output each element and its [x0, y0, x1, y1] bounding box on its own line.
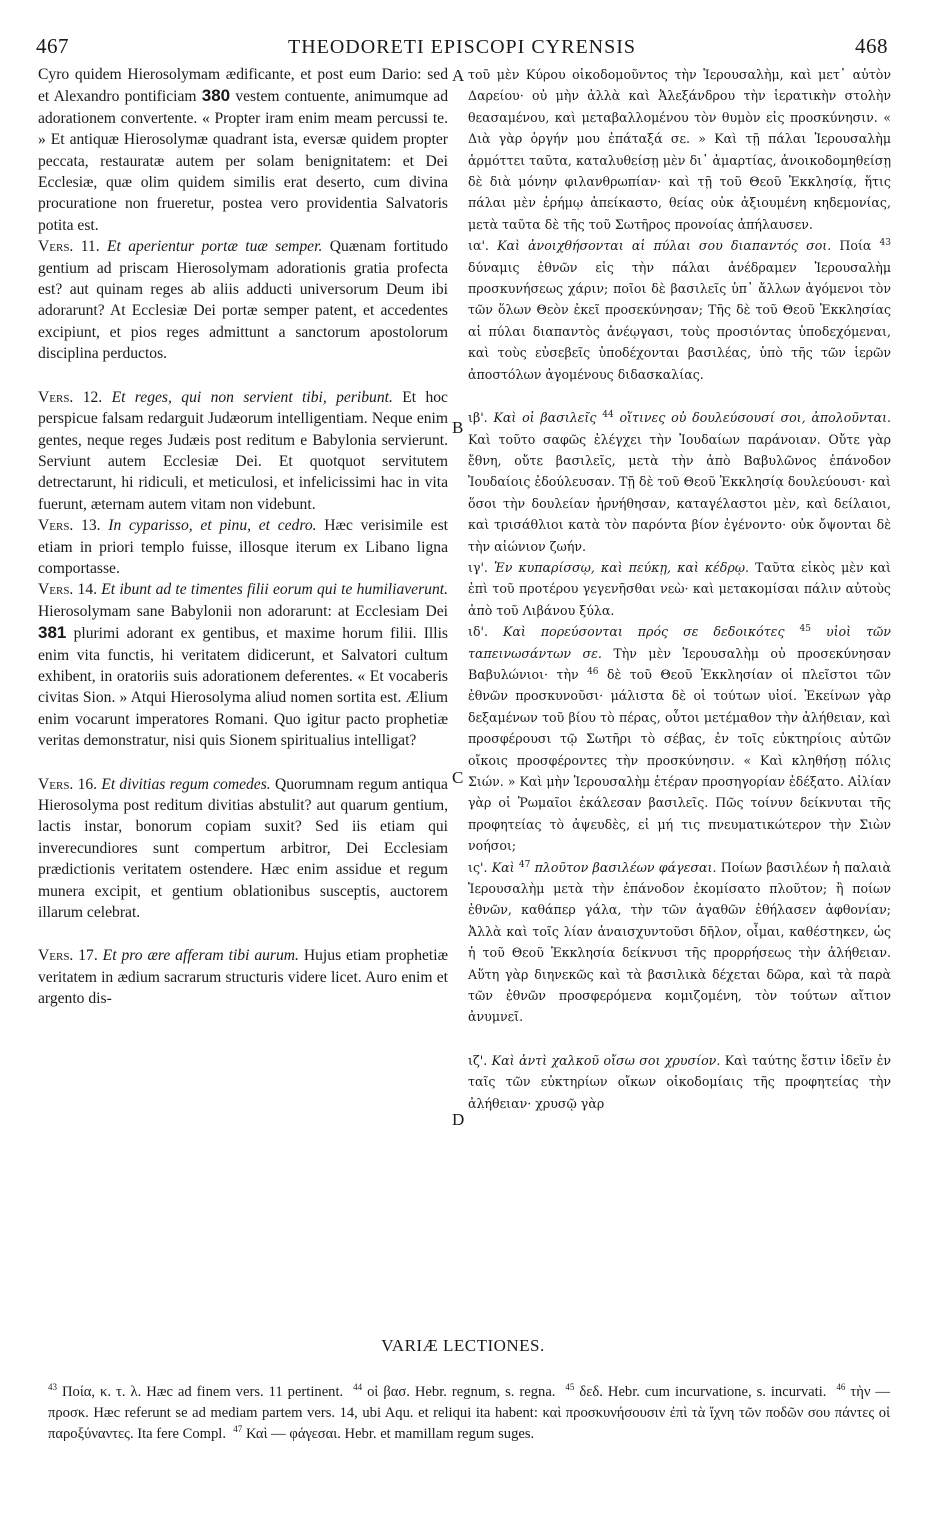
latin-verse-12: Vers. 12. Et reges, qui non servient tibi, peribunt. Et hoc perspicue falsam redarguit Judæorum intelligentiam. Neque enim gentes, neque reges Judæis post reditum e Babylonia servierunt. Serviunt autem Ecclesiæ Dei. Et quotquot servitutem detrectarunt, hi ridiculi, et meticulosi, et infelicissimi hac in vita fuerunt, æternam autem vitam non videbunt. [38, 388, 448, 513]
latin-verse-13: Vers. 13. In cyparisso, et pinu, et cedro. Hæc verisimile est etiam in priori templo fuisse, illosque iterum ex Libano ligna comportasse. [38, 517, 448, 577]
latin-verse-17: Vers. 17. Et pro ære afferam tibi aurum. Hujus etiam prophetiæ veritatem in ædium sacrarum structuris videre licet. Auro enim et argento dis- [38, 947, 448, 1008]
greek-verse-11: ια'. Καὶ ἀνοιχθήσονται αἱ πύλαι σου διαπαντός σοι. Ποία $^{43}$ δύναμις ἐθνῶν εἰς τὴν πάλαι ἀνέδραμεν Ἱερουσαλὴμ προσκυνήσεως χάριν; ποῖοι δὲ βασιλεῖς ὑπ᾽ ἄλλων ἀγόμενοι τὸν τῶν ὅλων Θεὸν ἐκεῖ προσεκύνησαν; Τῆς δὲ τοῦ Θεοῦ Ἐκκλησίας αἱ πύλαι διαπαντὸς ἀνέῳγασι, τοὺς προσιόντας ὑποδεχόμεναι, καὶ τοὺς εὐσεβεῖς ὑποδέχονται βασιλέας, ὑπὸ τῆς τῶν ἱερῶν ἀποστόλων ἀγομένους διδασκαλίας. [468, 238, 891, 382]
column-number-380: 380 [201, 86, 231, 106]
greek-verse-16: ις'. Καὶ $^{47}$ πλοῦτον βασιλέων φάγεσαι. Ποίων βασιλέων ἡ παλαιὰ Ἱερουσαλὴμ μετὰ τὴν ἐπάνοδον ἐκομίσατο πλοῦτον; ἢ ποίων ἐθνῶν, καθάπερ γάλα, τὴν τῶν ἀγαθῶν ἐθήλασεν ἀφθονίαν; Ἀλλὰ καὶ τοῖς λίαν ἀναισχυντοῦσι δῆλον, οἶμαι, καθέστηκεν, ὡς ἡ τοῦ Θεοῦ Ἐκκλησία δείκνυσι τῆς προρρήσεως τὴν ἀλήθειαν. Αὕτη γὰρ διηνεκῶς καὶ τὰ βασιλικὰ δέχεται δῶρα, καὶ τὰ παρὰ τῶν ἐθνῶν προσφερόμενα κομιζομένη, τὸν τούτων αἴτιον ἀνυμνεῖ. [468, 859, 891, 1025]
note-47: Καὶ — φάγεσαι. Hebr. et mamillam regum suges. [245, 1426, 535, 1442]
note-43: Ποία, κ. τ. λ. Hæc ad finem vers. 11 pertinent. [61, 1384, 344, 1400]
margin-letter-a: A [452, 66, 465, 85]
latin-verse-11: Vers. 11. Et aperientur portæ tuæ semper. Quænam fortitudo gentium ad priscam Hierosolymam adorationis gratia profecta est? aut quinam reges ab aliis adducti universorum Deum ibi adorarunt? At Ecclesiæ Dei portæ semper patent, et accedentes excipiunt, et pios reges admittunt a sanctorum apostolorum disciplina perductos. [38, 238, 449, 363]
footnote-ref-45: 45 [799, 623, 811, 634]
page-number-left: 467 [36, 34, 69, 58]
variae-lectiones-heading: VARIÆ LECTIONES. [381, 1336, 545, 1355]
margin-letter-b: B [452, 418, 464, 437]
greek-paragraph: τοῦ μὲν Κύρου οἰκοδομοῦντος τὴν Ἱερουσαλὴμ, καὶ μετ᾽ αὐτὸν Δαρείου· οὐ μὴν ἀλλὰ καὶ Ἀλεξάνδρου τὴν ἱερατικὴν στολὴν θεασαμένου, καὶ μεταβαλλομένου τὸν θυμὸν εἰς προσκύνησιν. « Διὰ γὰρ ὀργήν μου ἐπάταξά σε. » Καὶ τῇ πάλαι Ἱερουσαλὴμ ἁρμόττει ταῦτα, καταλυθείσῃ μὲν δι᾽ ἁμαρτίας, ἀνοικοδομηθείσῃ δὲ διὰ μόνην φιλανθρωπίαν· καὶ τῇ τοῦ Θεοῦ Ἐκκλησίᾳ, ἥτις πάλαι μὲν ἐρήμῳ ἀπείκαστο, θείας οὐκ ἀξιουμένη κηδεμονίας, μετὰ ταῦτα δὲ τῆς τοῦ Σωτῆρος προνοίας ἀπήλαυσεν. [468, 67, 891, 232]
variant-notes-paragraph [48, 1382, 890, 1445]
running-header [36, 34, 888, 60]
note-number-45: 45 [565, 1382, 575, 1393]
margin-letter-d: D [452, 1110, 465, 1129]
note-number-44: 44 [353, 1382, 363, 1393]
variant-readings [48, 1382, 890, 1445]
note-number-43: 43 [48, 1382, 57, 1393]
latin-paragraph: Cyro quidem Hierosolymam ædificante, et post eum Dario: sed et Alexandro pontificiam 380 vestem contuente, animumque ad adorationem convertente. « Propter iram enim meam percussi te. » Et antiquæ Hierosolymæ quadrant ista, eversæ quidem propter peccata, restauratæ autem per solam benignitatem: et Dei Ecclesiæ, quæ olim quidem similis erat deserto, cum divina procuratione non frueretur, postea vero providentia Salvatoris potita est. [38, 66, 448, 234]
latin-column [38, 64, 448, 1010]
page-number-right: 468 [855, 34, 888, 58]
footnote-ref-44: 44 [602, 409, 614, 420]
greek-column [468, 64, 891, 1114]
footnote-ref-43: 43 [879, 238, 891, 249]
greek-verse-12: ιβ'. Καὶ οἱ βασιλεῖς $^{44}$ οἵτινες οὐ δουλεύσουσί σοι, ἀπολοῦνται. Καὶ τοῦτο σαφῶς ἐλέγχει τὴν Ἰουδαίων παράνοιαν. Οὔτε γὰρ ἔθνη, οὔτε βασιλεῖς, μετὰ τὴν ἀπὸ Βαβυλῶνος ἐπάνοδον Ἰουδαίοις ἐδούλευσαν. Τῇ δὲ τοῦ Θεοῦ Ἐκκλησίᾳ δουλεύουσι· καὶ ὅσοι τὴν δουλείαν ἠρνήθησαν, καταγέλαστοι μὲν, καὶ δείλαιοι, καὶ τρισάθλιοι κατὰ τὸν παρόντα βίον ἐγένοντο· οὐκ ὄψονται δὲ τὴν αἰώνιον ζωήν. [468, 409, 892, 554]
footnote-ref-46: 46 [587, 666, 599, 677]
latin-verse-16: Vers. 16. Et divitias regum comedes. Quorumnam regum antiqua Hierosolyma post reditum divitias abstulit? aut quarum gentium, lactis instar, bonorum copiam suxit? Sed iis etiam qui inverecundiores sunt compertum arbitror, Dei Ecclesiam prædictionis veritatem ostendere. Hæc enim assidue et regum munera excipit, et gentium oblationibus susceptis, auctorem illarum celebrat. [38, 775, 448, 922]
margin-letter-c: C [452, 768, 464, 787]
latin-verse-14: Vers. 14. Et ibunt ad te timentes filii eorum qui te humiliaverunt. Hierosolymam sane Babylonii non adorarunt: at Ecclesiam Dei 381 plurimi adorant ex gentibus, et maxime horum filii. Illis enim vita functis, hi veritatem didicerunt, et Salvatori cultum exhibent, in oratoriis suis adorationem deferentes. « Et vocaberis civitas Sion. » Atqui Hierosolyma aliud nomen sortita est. Ælium enim vocarunt imperatores Romani. Quo igitur pacto prophetiæ veritas demonstratur, nisi quis Sionem spiritualius intelligat? [38, 581, 448, 750]
greek-verse-13: ιγ'. Ἐν κυπαρίσσῳ, καὶ πεύκῃ, καὶ κέδρῳ. Ταῦτα εἰκὸς μὲν καὶ ἐπὶ τοῦ προτέρου γεγενῆσθαι νεὼ· καὶ μετακομίσαι πάλιν αὐτοὺς ἀπὸ τοῦ Λιβάνου ξύλα. [468, 559, 891, 618]
running-title: THEODORETI EPISCOPI CYRENSIS [287, 36, 637, 58]
note-number-47: 47 [233, 1424, 243, 1435]
note-44: οἱ βασ. Hebr. regnum, s. regna. [367, 1384, 556, 1400]
greek-verse-17: ιζ'. Καὶ ἀντὶ χαλκοῦ οἴσω σοι χρυσίον. Καὶ ταύτης ἔστιν ἰδεῖν ἐν ταῖς τῶν εὐκτηρίων οἴκων οἰκοδομίαις τῆς προφητείας τὴν ἀλήθειαν· χρυσῷ γὰρ [468, 1052, 891, 1111]
note-number-46: 46 [836, 1382, 846, 1393]
column-number-381: 381 [38, 623, 67, 643]
greek-verse-14: ιδ'. Καὶ πορεύσονται πρός σε δεδοικότες $^{45}$ υἱοὶ τῶν ταπεινωσάντων σε. Τὴν μὲν Ἱερουσαλὴμ οὐ προσεκύνησαν Βαβυλώνιοι· τὴν $^{46}$ δὲ τοῦ Θεοῦ Ἐκκλησίαν οἱ πλεῖστοι τῶν ἐθνῶν προσκυνοῦσι· μάλιστα δὲ οἱ τούτων υἱοί. Ἐκείνων γὰρ δεξαμένων τοῦ βίου τὸ πέρας, οὗτοι μετέμαθον τὴν ἀλήθειαν, καὶ προσφέρουσι τῷ Σωτῆρι τὸ σέβας, ἐν τοῖς εὐκτηρίοις αὐτῶν οἴκοις προσφέροντες τὴν προσκύνησιν. « Καὶ κληθήσῃ πόλις Σιών. » Καὶ μὴν Ἱερουσαλὴμ ἑτέραν προσηγορίαν ἐδέξατο. Αἰλίαν γὰρ οἱ Ῥωμαῖοι ἐκάλεσαν βασιλεῖς. Πῶς τοίνυν δείκνυται τῆς προφητείας τὸ ἀψευδὲς, εἰ μή τις πνευματικώτερον τὴν Σιὼν νοήσοι; [468, 623, 891, 854]
footnote-ref-47: 47 [518, 859, 531, 870]
note-46: τὴν — προσκ. Hæc referunt se ad mediam partem vers. 14, ubi Aqu. et reliqui ita habent: καὶ προσκυνήσουσιν ἐπὶ τὰ ἴχνη τῶν ποδῶν σου πάντες οἱ παροξύναντες. Ita fere Compl. [48, 1384, 891, 1442]
note-45: δεδ. Hebr. cum incurvatione, s. incurvati. [579, 1384, 827, 1400]
